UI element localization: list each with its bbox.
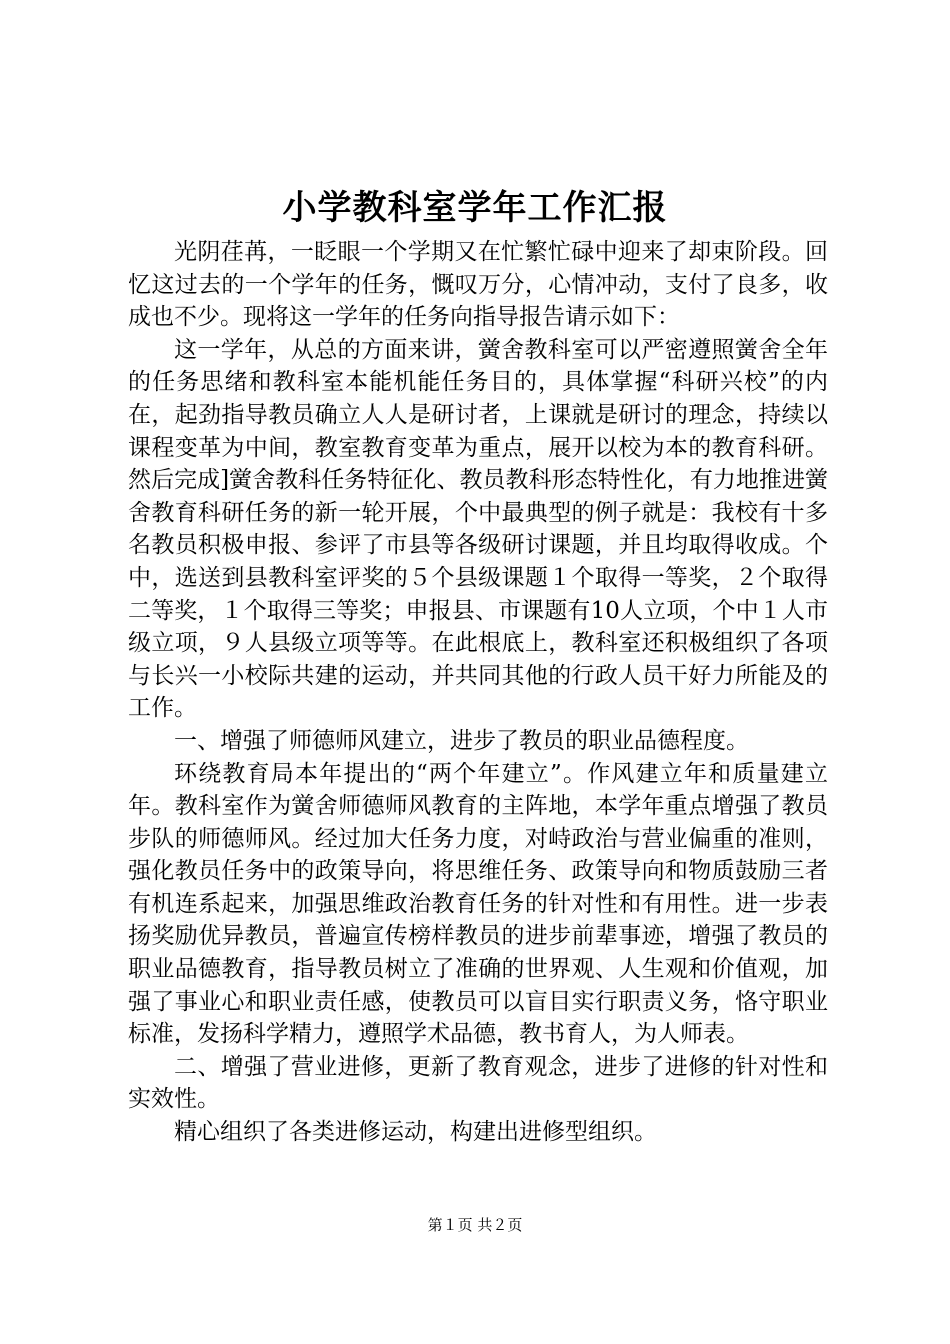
document-body [128,236,828,1149]
paragraph: 这一学年，从总的方面来讲，黉舍教科室可以严密遵照黉舍全年的任务思绪和教科室本能机能任务目的，具体掌握“科研兴校”的内在，起劲指导教员确立人人是研讨者，上课就是研讨的理念，持续以课程变革为中间，教室教育变革为重点，展开以校为本的教育科研。然后完成]黉舍教科任务特征化、教员教科形态特性化，有力地推进黉舍教育科研任务的新一轮开展，个中最典型的例子就是：我校有十多名教员积极申报、参评了市县等各级研讨课题，并且均取得收成。个中，选送到县教科室评奖的５个县级课题１个取得一等奖，２个取得二等奖，１个取得三等奖；申报县、市课题有10人立项，个中１人市级立项，９人县级立项等等。在此根底上，教科室还积极组织了各项与长兴一小校际共建的运动，并共同其他的行政人员干好力所能及的工作。 [128,336,828,722]
paragraph: 精心组织了各类进修运动，构建出进修型组织。 [174,1119,657,1146]
paragraph: 光阴荏苒，一眨眼一个学期又在忙繁忙碌中迎来了却束阶段。回忆这过去的一个学年的任务，慨叹万分，心情冲动，支付了良多，收成也不少。现将这一学年的任务向指导报告请示如下： [128,239,828,331]
document-title: 小学教科室学年工作汇报 [282,188,668,228]
section-heading: 二、增强了营业进修，更新了教育观念，进步了进修的针对性和实效性。 [128,1053,828,1113]
section-heading: 一、增强了师德师风建立，进步了教员的职业品德程度。 [174,727,749,754]
paragraph: 环绕教育局本年提出的“两个年建立”。作风建立年和质量建立年。教科室作为黉舍师德师风教育的主阵地，本学年重点增强了教员步队的师德师风。经过加大任务力度，对峙政治与营业偏重的准则，强化教员任务中的政策导向，将思维任务、政策导向和物质鼓励三者有机连系起来，加强思维政治教育任务的针对性和有用性。进一步表扬奖励优异教员，普遍宣传榜样教员的进步前辈事迹，增强了教员的职业品德教育，指导教员树立了准确的世界观、人生观和价值观，加强了事业心和职业责任感，使教员可以盲目实行职责义务，恪守职业标准，发扬科学精力，遵照学术品德，教书育人，为人师表。 [128,760,828,1048]
page-number-footer: 第１页 共２页 [427,1216,523,1234]
